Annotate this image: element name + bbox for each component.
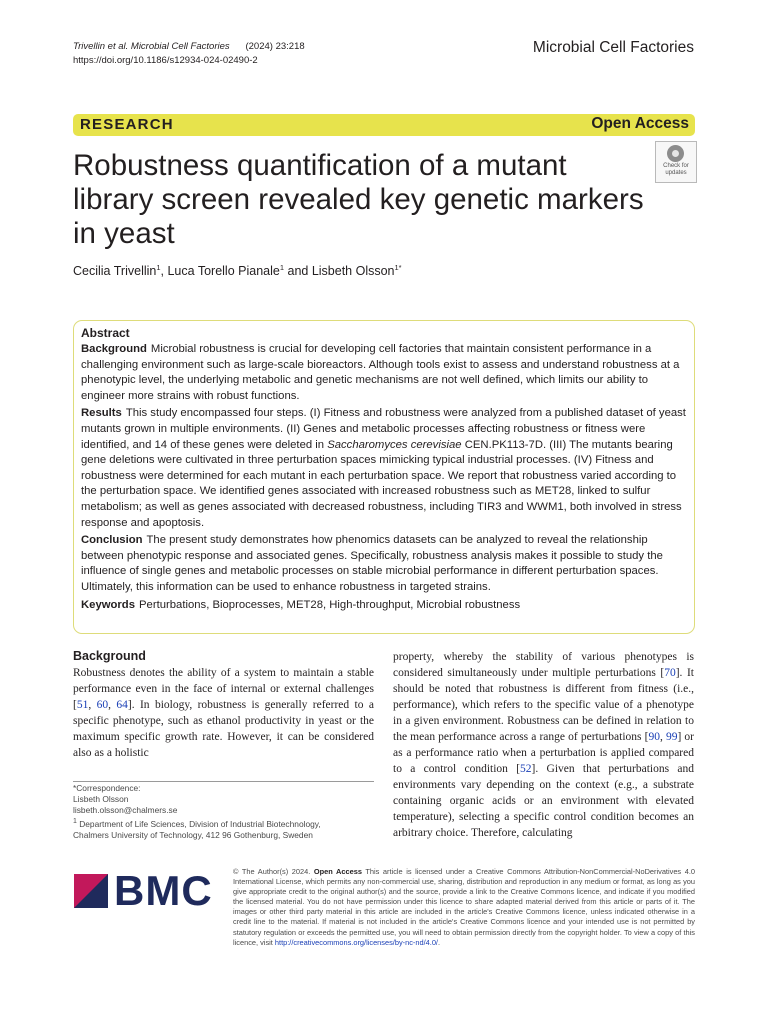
author-affiliation-marker: 1 [156,263,161,272]
correspondence-label: *Correspondence: [73,783,141,793]
article-title: Robustness quantification of a mutant library screen revealed key genetic markers in yeast [73,149,644,250]
author-affiliation-marker: 1 [279,263,285,272]
section-heading: Background [73,649,146,663]
article-type-band [73,114,695,136]
bmc-logo-text: BMC [114,867,213,914]
license-statement: © The Author(s) 2024. Open Access This article is licensed under a Creative Commons Attribution-NonCommercial-NoDerivatives 4.0 International License, which permits any non-commercial use, sharing, distribution and reproduction in any medium or format, as long as you give appropriate credit to the original author(s) and the source, provide a link to the Creative Commons licence, and indicate if you modified the licensed material. You do not have permission under this licence to share adapted material derived from this article or parts of it. The images or other third party material in this article are included in the article's Creative Commons licence, unless indicated otherwise in a credit line to the material. If material is not included in the article's Creative Commons licence and your intended use is not permitted by statutory regulation or exceeds the permitted use, you will need to obtain permission directly from the copyright holder. To view a copy of this licence, visit http://creativecommons.org/licenses/by-nc-nd/4.0/. [233,867,695,947]
running-header [73,40,305,68]
citation-authors: Trivellin et al. [73,41,129,52]
abstract-keywords: Keywords Perturbations, Bioprocesses, MET28, High-throughput, Microbial robustness [81,598,521,611]
affiliation-continued: Chalmers University of Technology, 412 96 Gothenburg, Sweden [73,829,313,840]
license-link[interactable]: http://creativecommons.org/licenses/by-nc-nd/4.0/ [274,937,438,947]
body-paragraph: property, whereby the stability of various phenotypes is considered simultaneously under multiple perturbations [70]. It should be noted that robustness is different from fitness (i.e., performance), which refers to the specific value of a phenotype in a given environment. Robustness can be defined in relation to the mean performance across a range of perturbations [90, 99] or as a performance ratio when a perturbation is applied compared to a control condition [52]. Given that perturbations and environments vary depending on the context (e.g., a substrate containing organic acids or an environment with elevated temperature), selecting a specific control condition becomes an arbitrary choice. Therefore, calculating [393,651,694,839]
citation-ref[interactable]: 70 [664,667,676,679]
citation-ref[interactable]: 51 [76,699,89,711]
abstract-results: Results This study encompassed four steps. (I) Fitness and robustness were analyzed from a published dataset of yeast mutants grown in multiple environments. (II) Genes and metabolic processes affecting robustness or fitness were identified, and 14 of these genes were deleted in Saccharomyces cerevisiae CEN.PK113-7D. (III) The mutants bearing gene deletions were cultivated in three perturbation spaces mimicking typical industrial processes. (IV) Fitness and robustness were determined for each mutant in each perturbation space. We report that robustness varied according to the perturbation space. We identified genes associated with increased robustness such as MET28, linked to sulfur metabolism; as well as genes associated with decreased robustness, including TIR3 and WWM1, both involved in stress response and apoptosis. [81,407,686,529]
citation-ref[interactable]: 60 [96,699,109,711]
citation-ref[interactable]: 90 [648,731,660,743]
citation-line [73,40,305,54]
footnote-divider [73,781,374,782]
check-updates-label: Check for updates [663,163,689,176]
doi-link[interactable]: https://doi.org/10.1186/s12934-024-02490-2 [73,55,258,66]
citation-year-volume: (2024) 23:218 [245,41,305,52]
article-type-label: RESEARCH [80,116,174,133]
citation-ref[interactable]: 64 [116,699,128,711]
abstract-background-label: Background [81,343,147,355]
correspondence-email[interactable]: lisbeth.olsson@chalmers.se [73,805,178,815]
affiliation: $^1$ Department of Life Sciences, Division of Industrial Biotechnology, [73,818,321,829]
species-name: Saccharomyces cerevisiae [327,438,462,451]
correspondence-footnote [73,783,374,841]
check-updates-icon [667,145,684,162]
author-affiliation-marker: 1* [394,263,402,272]
abstract-background: Background Microbial robustness is crucial for developing cell factories that maintain consistent performance in a challenging environment such as large-scale bioreactors. Although tools exist to assess and understand robustness at a phenotypic level, the underlying metabolic and genetic mechanisms are not well defined, which limits our ability to engineer more strains with robust functions. [81,343,680,402]
body-column-left [73,649,374,761]
body-paragraph: Robustness denotes the ability of a system to maintain a stable performance even in the face of internal or external challenges [51, 60, 64]. In biology, robustness is generally referred to a specific phenotype, such as ethanol productivity in yeast or the maximum specific growth rate. However, it can be considered also as a holistic [73,667,374,759]
bmc-logo-icon [74,874,108,908]
author-name[interactable]: Cecilia Trivellin [73,264,157,279]
body-column-right [393,649,694,841]
citation-journal: Microbial Cell Factories [130,41,230,52]
abstract-conclusion-label: Conclusion [81,534,143,547]
citation-ref[interactable]: 52 [520,763,532,775]
abstract-heading: Abstract [81,326,130,340]
citation-ref[interactable]: 99 [665,731,678,743]
license-open-access: Open Access [313,867,362,876]
author-list: Cecilia Trivellin$^1$, Luca Torello Pianale$^1$ and Lisbeth Olsson$^{1*}$ [73,263,402,279]
keywords-label: Keywords [81,598,135,611]
correspondence-name: Lisbeth Olsson [73,794,129,804]
check-for-updates-badge[interactable] [655,141,697,183]
author-name[interactable]: Luca Torello Pianale [167,264,280,279]
abstract-box [73,320,695,634]
journal-name: Microbial Cell Factories [532,39,694,56]
abstract-results-label: Results [81,407,122,420]
open-access-label: Open Access [591,115,689,132]
abstract-conclusion: Conclusion The present study demonstrates how phenomics datasets can be analyzed to reveal the relationship between phenotypic response and associated genes. Specifically, robustness analysis makes it possible to study the influence of single genes and metabolic processes on stable microbial performance in different perturbation spaces. Ultimately, this information can be used to enhance robustness in targeted strains. [81,534,663,593]
author-name[interactable]: Lisbeth Olsson [311,264,395,279]
